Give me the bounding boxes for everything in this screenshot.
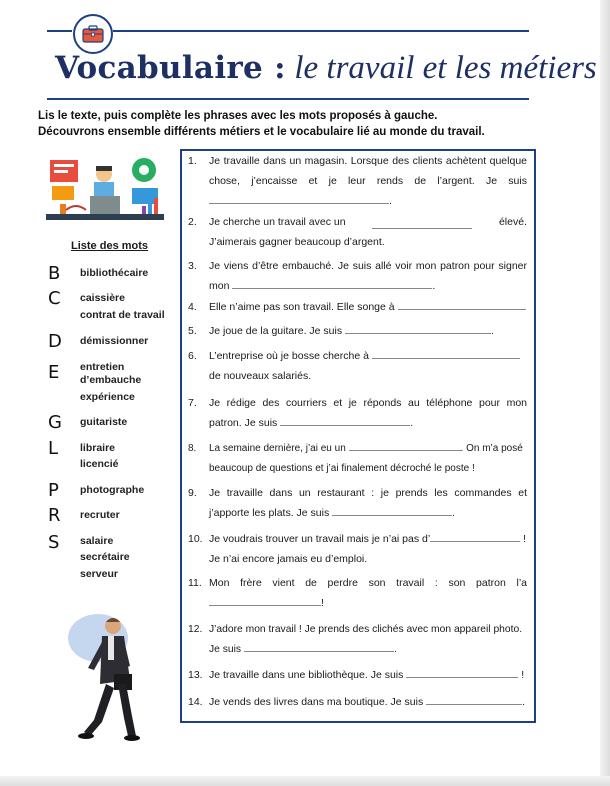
instructions — [38, 108, 578, 140]
title-main: Vocabulaire : — [55, 50, 286, 86]
exercise-text: Je joue de la guitare. Je suis — [209, 325, 343, 337]
punctuation: ! — [523, 533, 527, 545]
exercise-1 — [188, 151, 528, 211]
exercise-11 — [188, 573, 528, 613]
header-rule-right — [113, 30, 529, 32]
answer-blank[interactable] — [345, 323, 491, 334]
punctuation: . — [393, 644, 397, 655]
exercise-6 — [188, 346, 528, 386]
exercise-number: 4. — [188, 301, 197, 313]
exercise-number: 11. — [188, 577, 202, 589]
title-subtitle: le travail et les métiers — [294, 50, 597, 86]
word-dembauche: d’embauche — [80, 374, 142, 386]
answer-blank[interactable] — [372, 218, 472, 229]
exercise-text: J’aimerais gagner beaucoup d’argent. — [209, 236, 385, 248]
exercise-5 — [188, 321, 528, 341]
exercise-7 — [188, 393, 528, 433]
answer-blank[interactable] — [430, 531, 520, 542]
punctuation: ! — [521, 669, 525, 681]
exercise-text: beaucoup de questions et j’ai finalement décroché le poste ! — [209, 463, 475, 474]
word-demissionner: démissionner — [80, 335, 149, 347]
exercise-text: j’apporte les plats. Je suis — [209, 507, 330, 519]
letter-d: D — [48, 331, 62, 352]
exercise-number: 2. — [188, 216, 197, 228]
exercise-text: Mon frère vient de perdre son travail : son patron l’a — [209, 577, 527, 589]
exercise-text: Je cherche un travail avec un — [209, 216, 346, 228]
businessman-illustration — [58, 608, 158, 748]
header-rule-left — [47, 30, 72, 32]
exercise-9 — [188, 483, 528, 523]
exercise-3 — [188, 256, 528, 296]
page-bottom-shadow — [0, 776, 610, 786]
exercise-text: J’adore mon travail ! Je prends des clichés avec mon appareil photo. — [209, 624, 523, 635]
punctuation: . — [389, 195, 392, 207]
exercise-text: Je viens d’être embauché. Je suis allé voir mon patron pour signer — [209, 260, 527, 272]
word-photographe: photographe — [80, 484, 145, 496]
punctuation: . — [432, 280, 436, 292]
answer-blank[interactable] — [406, 667, 518, 678]
punctuation: . — [410, 417, 414, 429]
word-libraire: libraire — [80, 442, 116, 454]
letter-s: S — [48, 532, 60, 553]
punctuation: . — [523, 301, 527, 313]
exercise-text: Je rédige des courriers et je réponds au téléphone pour mon — [209, 397, 527, 409]
letter-b: B — [48, 263, 61, 284]
exercise-14 — [188, 692, 528, 712]
briefcase-icon — [73, 14, 113, 54]
letter-r: R — [48, 505, 61, 526]
word-experience: expérience — [80, 391, 135, 403]
letter-g: G — [48, 412, 62, 433]
letter-c: C — [48, 288, 61, 309]
word-caissiere: caissière — [80, 292, 125, 304]
word-secretaire: secrétaire — [80, 551, 130, 563]
word-entretien: entretien — [80, 361, 125, 373]
exercise-text: L’entreprise où je bosse cherche à — [209, 350, 369, 362]
answer-blank[interactable] — [232, 278, 432, 289]
word-bibliothecaire: bibliothécaire — [80, 267, 149, 279]
letter-p: P — [48, 480, 59, 501]
exercise-number: 13. — [188, 669, 203, 681]
letter-e: E — [48, 362, 60, 383]
word-serveur: serveur — [80, 568, 118, 580]
exercise-number: 1. — [188, 155, 197, 167]
exercise-text: Je suis — [209, 644, 242, 655]
letter-l: L — [48, 438, 59, 459]
answer-blank[interactable] — [244, 641, 394, 652]
page-edge-shadow — [600, 0, 610, 786]
exercise-number: 3. — [188, 260, 197, 272]
exercise-text: La semaine dernière, j’ai eu un — [209, 443, 346, 454]
word-salaire: salaire — [80, 535, 114, 547]
answer-blank[interactable] — [332, 505, 452, 516]
exercise-text: mon — [209, 280, 230, 292]
answer-blank[interactable] — [398, 299, 524, 310]
page-title — [55, 50, 597, 94]
punctuation: . — [522, 696, 526, 708]
answer-blank[interactable] — [280, 415, 410, 426]
exercise-text: Je n’ai encore jamais eu d’emploi. — [209, 553, 368, 565]
exercise-4 — [188, 297, 528, 317]
exercise-2 — [188, 212, 528, 252]
exercise-number: 8. — [188, 443, 197, 454]
exercise-text: Je voudrais trouver un travail mais je n’ai pas d’ — [209, 533, 431, 545]
word-guitariste: guitariste — [80, 416, 128, 428]
header-rule-bottom — [47, 98, 529, 100]
punctuation: . — [452, 507, 456, 519]
exercise-10 — [188, 529, 528, 569]
answer-blank[interactable] — [349, 440, 461, 451]
exercise-text: Je travaille dans un magasin. Lorsque des clients achètent quelque — [209, 155, 527, 167]
exercise-text: . On m’a posé — [460, 443, 523, 454]
word-recruter: recruter — [80, 509, 120, 521]
exercise-number: 9. — [188, 487, 197, 499]
exercise-8 — [188, 439, 528, 479]
exercise-number: 5. — [188, 325, 197, 337]
exercise-12 — [188, 620, 528, 660]
exercise-text: élevé. — [498, 216, 527, 228]
exercise-number: 6. — [188, 350, 197, 362]
exercise-text: Elle n’aime pas son travail. Elle songe à — [209, 301, 395, 313]
exercise-text: Je vends des livres dans ma boutique. Je suis — [209, 696, 424, 708]
exercise-13 — [188, 665, 528, 685]
exercise-text: de nouveaux salariés. — [209, 370, 312, 382]
answer-blank[interactable] — [426, 694, 522, 705]
exercise-number: 7. — [188, 397, 197, 409]
workplace-illustration — [46, 152, 164, 230]
word-contrat-de-travail: contrat de travail — [80, 309, 165, 321]
exercise-number: 14. — [188, 696, 203, 708]
exercise-text: Je travaille dans une bibliothèque. Je suis — [209, 669, 404, 681]
word-list-title: Liste des mots — [71, 240, 149, 252]
exercise-number: 12. — [188, 624, 203, 635]
exercise-text: Je travaille dans un restaurant : je prends les commandes et — [209, 487, 527, 499]
exercise-text: chose, j’encaisse et je leur rends de l’argent. Je suis — [209, 175, 527, 187]
exercise-number: 10. — [188, 533, 203, 545]
punctuation: ! — [321, 597, 324, 609]
punctuation: . — [491, 325, 494, 337]
instructions-line-2: Découvrons ensemble différents métiers et le vocabulaire lié au monde du travail. — [38, 126, 485, 138]
answer-blank[interactable] — [209, 193, 389, 204]
exercise-text: patron. Je suis — [209, 417, 278, 429]
word-licencie: licencié — [80, 458, 119, 470]
answer-blank[interactable] — [209, 595, 321, 606]
answer-blank[interactable] — [372, 348, 520, 359]
instructions-line-1: Lis le texte, puis complète les phrases avec les mots proposés à gauche. — [38, 110, 438, 122]
